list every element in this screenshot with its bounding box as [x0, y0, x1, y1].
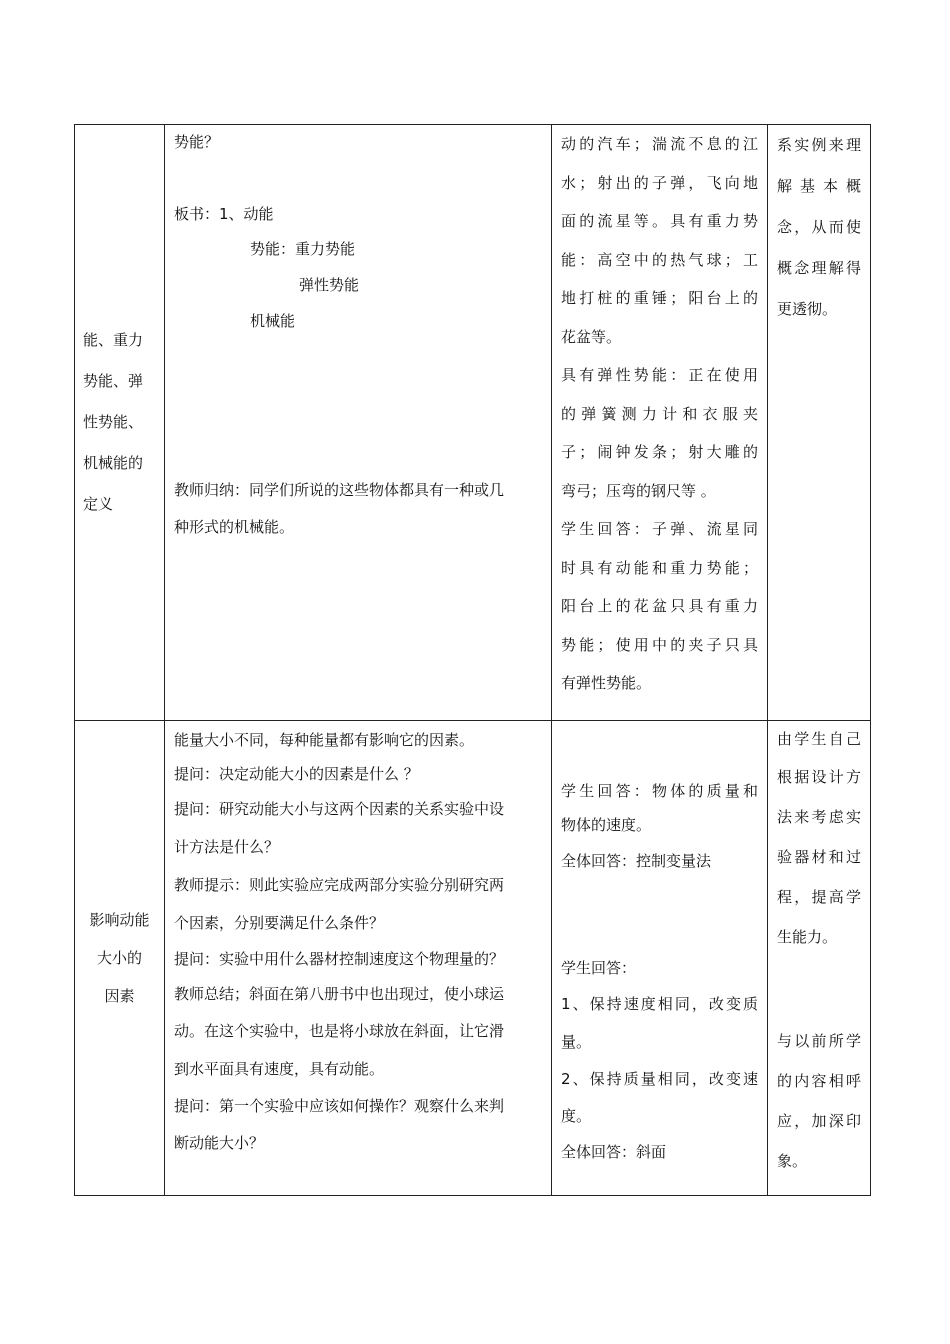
student-line: 子；闹钟发条；射大雕的 — [561, 443, 758, 461]
teacher-line: 提问：决定动能大小的因素是什么 ？ — [174, 765, 419, 783]
topic-line: 能、重力 — [83, 331, 144, 349]
student-line: 全体回答：斜面 — [561, 1143, 667, 1161]
teacher-line: 提问：第一个实验中应该如何操作？观察什么来判 — [174, 1097, 505, 1115]
student-line: 能：高空中的热气球；工 — [561, 250, 758, 269]
teacher-line: 断动能大小？ — [174, 1134, 265, 1152]
topic-cell — [75, 125, 165, 721]
student-line: 2、保持质量相同，改变速 — [561, 1070, 758, 1088]
student-line: 学生回答：物体的质量和 — [561, 782, 758, 800]
teacher-line: 提问：实验中用什么器材控制速度这个物理量的？ — [174, 950, 505, 968]
teacher-line: 动。在这个实验中，也是将小球放在斜面，让它滑 — [174, 1022, 505, 1040]
topic-line: 性势能、 — [83, 413, 144, 431]
student-line: 量。 — [561, 1033, 592, 1051]
topic-line: 势能、弹 — [83, 372, 144, 390]
student-line: 学生回答： — [561, 959, 637, 977]
intent-line: 生能力。 — [777, 928, 838, 946]
student-activity-cell — [552, 721, 768, 1196]
teacher-activity-cell — [165, 721, 552, 1196]
intent-line: 由学生自己 — [777, 730, 861, 748]
teacher-activity-cell — [165, 125, 552, 721]
intent-line: 应，加深印 — [777, 1112, 861, 1130]
student-line: 度。 — [561, 1107, 592, 1125]
topic-line: 大小的 — [96, 949, 142, 967]
teacher-summary: 教师归纳：同学们所说的这些物体都具有一种或几 — [174, 481, 505, 499]
teacher-line: 计方法是什么？ — [174, 838, 280, 856]
topic-line: 因素 — [104, 987, 135, 1005]
student-activity-cell — [552, 125, 768, 721]
student-line: 面的流星等。具有重力势 — [561, 212, 758, 230]
board-potential: 势能：重力势能 — [250, 240, 356, 258]
board-mechanical: 机械能 — [250, 312, 296, 330]
intent-line: 法来考虑实 — [777, 808, 861, 826]
student-line: 地打桩的重锤；阳台上的 — [561, 289, 758, 307]
design-intent-cell — [768, 125, 871, 721]
student-line: 具有弹性势能：正在使用 — [561, 366, 758, 384]
topic-line: 定义 — [83, 495, 114, 513]
student-line: 有弹性势能。 — [561, 674, 652, 692]
teacher-line: 提问：研究动能大小与这两个因素的关系实验中设 — [174, 800, 505, 818]
teacher-line: 教师提示：则此实验应完成两部分实验分别研究两 — [174, 876, 505, 894]
topic-text — [75, 721, 164, 1195]
teacher-line: 教师总结；斜面在第八册书中也出现过，使小球运 — [174, 985, 505, 1003]
student-line: 阳台上的花盆只具有重力 — [561, 597, 758, 615]
topic-line: 影响动能 — [89, 911, 150, 929]
teacher-summary: 种形式的机械能。 — [174, 518, 295, 536]
teacher-line: 能量大小不同，每种能量都有影响它的因素。 — [174, 731, 475, 749]
topic-cell — [75, 721, 165, 1196]
student-line: 物体的速度。 — [561, 816, 652, 834]
teacher-line: 势能？ — [174, 133, 220, 151]
teacher-line: 个因素，分别要满足什么条件？ — [174, 914, 385, 932]
design-intent-cell — [768, 721, 871, 1196]
topic-line: 机械能的 — [83, 454, 144, 472]
board-elastic: 弹性势能 — [299, 276, 360, 294]
topic-text — [75, 125, 164, 720]
intent-line: 念，从而使 — [777, 218, 861, 236]
intent-line: 概念理解得 — [777, 259, 861, 277]
teacher-line: 到水平面具有速度，具有动能。 — [174, 1060, 385, 1078]
intent-line: 象。 — [777, 1152, 808, 1170]
intent-line: 程，提高学 — [777, 888, 861, 906]
lesson-plan-table — [74, 124, 871, 1196]
board-title: 板书：1、动能 — [174, 205, 274, 223]
student-line: 学生回答：子弹、流星同 — [561, 520, 758, 538]
student-line: 花盆等。 — [561, 327, 622, 346]
student-line: 的弹簧测力计和衣服夹 — [561, 404, 758, 423]
table-row — [75, 125, 871, 721]
student-line: 弯弓；压弯的钢尺等 。 — [561, 481, 716, 500]
table-row — [75, 721, 871, 1196]
student-line: 势能；使用中的夹子只具 — [561, 635, 758, 654]
student-line: 全体回答：控制变量法 — [561, 852, 712, 870]
intent-line: 根据设计方 — [777, 768, 861, 786]
intent-line: 系实例来理 — [777, 136, 861, 154]
intent-line: 的内容相呼 — [777, 1072, 861, 1090]
student-line: 水；射出的子弹，飞向地 — [561, 173, 758, 192]
intent-line: 与以前所学 — [777, 1032, 861, 1050]
student-line: 时具有动能和重力势能； — [561, 558, 758, 577]
student-line: 1、保持速度相同，改变质 — [561, 995, 758, 1013]
intent-line: 更透彻。 — [777, 300, 838, 318]
intent-line: 验器材和过 — [777, 848, 861, 866]
student-line: 动的汽车；湍流不息的江 — [561, 135, 758, 153]
intent-line: 解 基 本 概 — [777, 177, 861, 195]
